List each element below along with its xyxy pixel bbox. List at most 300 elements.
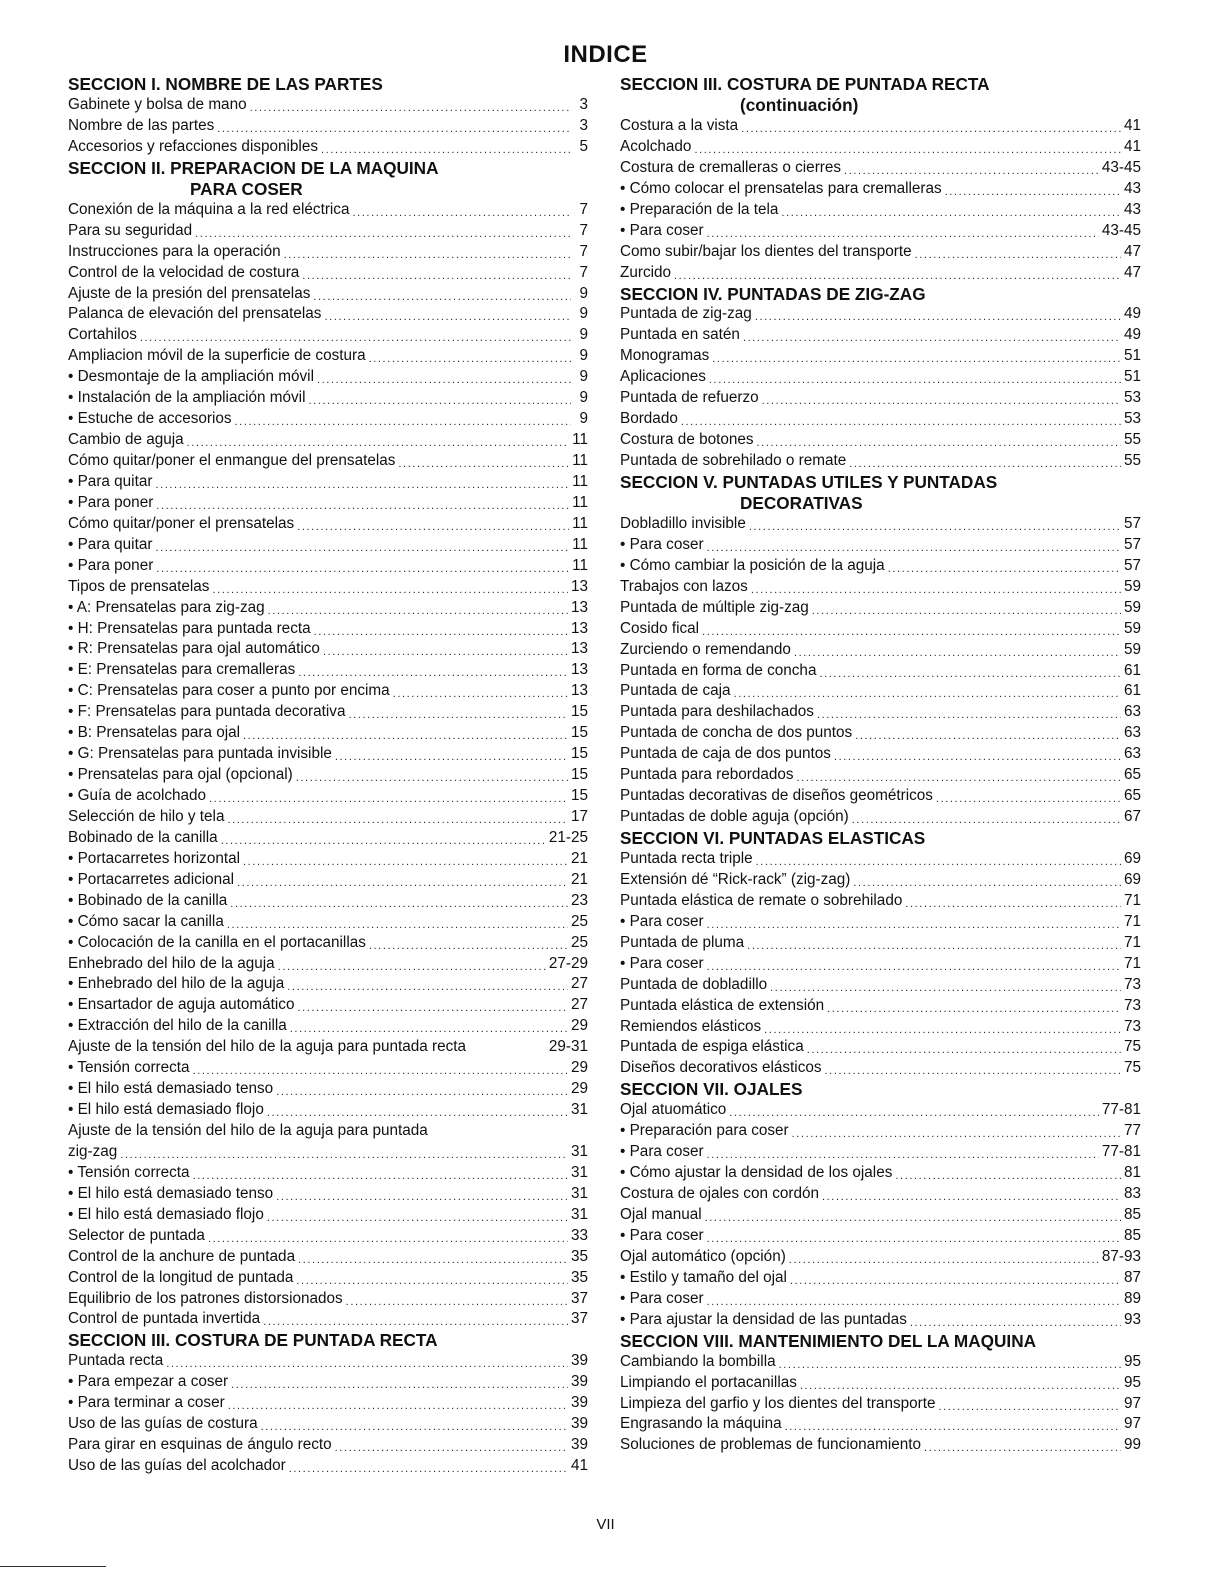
toc-entry-text: • El hilo está demasiado flojo: [68, 1101, 264, 1119]
dot-leader: [734, 687, 1121, 702]
dot-leader: [707, 960, 1121, 975]
toc-entry-text: • F: Prensatelas para puntada decorativa: [68, 703, 346, 721]
toc-page-number: 13: [570, 598, 588, 616]
dot-leader: [749, 520, 1121, 535]
dot-leader: [298, 1253, 568, 1268]
toc-page-number: 23: [570, 891, 588, 909]
toc-entry: [620, 388, 1141, 409]
toc-entry-text: Selector de puntada: [68, 1226, 205, 1244]
toc-entry: [620, 1247, 1141, 1268]
toc-page-number: 43: [1123, 200, 1141, 218]
toc-entry-text: Puntada de zig-zag: [620, 305, 752, 323]
toc-page-number: 21-25: [548, 828, 588, 846]
toc-entry: [68, 849, 588, 870]
toc-entry: [620, 137, 1141, 158]
dot-leader: [298, 666, 568, 681]
toc-entry-text: Soluciones de problemas de funcionamiento: [620, 1436, 922, 1454]
toc-entry: [68, 891, 588, 912]
dot-leader: [756, 855, 1121, 870]
dot-leader: [807, 1043, 1121, 1058]
toc-entry: [68, 995, 588, 1016]
toc-entry-text: • Cómo cambiar la posición de la aguja: [620, 556, 885, 574]
toc-entry: [620, 367, 1141, 388]
toc-entry-text: Accesorios y refacciones disponibles: [68, 137, 318, 155]
toc-page-number: 77-81: [1101, 1143, 1141, 1161]
dot-leader: [296, 1274, 568, 1289]
toc-entry: [620, 1100, 1141, 1121]
dot-leader: [308, 394, 571, 409]
toc-page-number: 83: [1123, 1185, 1141, 1203]
toc-entry: [68, 640, 588, 661]
dot-leader: [237, 876, 568, 891]
dot-leader: [261, 1420, 568, 1435]
toc-entry: [68, 514, 588, 535]
toc-entry-text: Puntada de sobrehilado o remate: [620, 452, 847, 470]
dot-leader: [289, 1462, 568, 1477]
dot-leader: [747, 939, 1121, 954]
toc-page-number: 65: [1123, 787, 1141, 805]
dot-leader: [790, 1274, 1121, 1289]
dot-leader: [751, 583, 1121, 598]
toc-entry-text: Zurcido: [620, 263, 672, 281]
section-heading-line: SECCION I. NOMBRE DE LAS PARTES: [68, 74, 383, 94]
toc-page-number: 35: [570, 1268, 588, 1286]
toc-entry: [620, 577, 1141, 598]
toc-entry-text: Aplicaciones: [620, 368, 706, 386]
toc-page-number: 13: [570, 682, 588, 700]
toc-entry: [620, 619, 1141, 640]
toc-entry: [620, 409, 1141, 430]
dot-leader: [155, 541, 569, 556]
toc-entry: [620, 1268, 1141, 1289]
toc-page-number: 7: [579, 263, 588, 281]
toc-entry-text: Conexión de la máquina a la red eléctrica: [68, 200, 350, 218]
toc-entry-text: Puntada de pluma: [620, 933, 745, 951]
toc-entry-text: Costura de botones: [620, 431, 754, 449]
toc-entry-text: • Para terminar a coser: [68, 1394, 225, 1412]
toc-page-number: 37: [570, 1289, 588, 1307]
toc-page-number: 53: [1123, 389, 1141, 407]
dot-leader: [781, 206, 1121, 221]
toc-page-number: 9: [579, 305, 588, 323]
toc-entry: [620, 1289, 1141, 1310]
toc-entry-text: • El hilo está demasiado tenso: [68, 1184, 274, 1202]
dot-leader: [757, 436, 1121, 451]
toc-entry: [620, 221, 1141, 242]
toc-entry: [68, 1079, 588, 1100]
toc-entry-text: Costura a la vista: [620, 116, 739, 134]
toc-entry: [620, 263, 1141, 284]
toc-entry: [68, 975, 588, 996]
toc-entry: [68, 367, 588, 388]
toc-page-number: 11: [572, 472, 588, 490]
toc-entry: [620, 556, 1141, 577]
toc-entry: [620, 1142, 1141, 1163]
toc-page-number: 57: [1123, 535, 1141, 553]
toc-entry: [68, 765, 588, 786]
toc-page-number: 29-31: [548, 1038, 588, 1056]
toc-entry-text: • Para coser: [620, 1289, 704, 1307]
dot-leader: [764, 1023, 1121, 1038]
toc-entry: [68, 870, 588, 891]
toc-entry-text: • Cómo colocar el prensatelas para cremalleras: [620, 179, 942, 197]
toc-entry-text: Zurciendo o remendando: [620, 640, 791, 658]
toc-page-number: 89: [1123, 1289, 1141, 1307]
toc-page-number: 5: [579, 137, 588, 155]
dot-leader: [741, 122, 1121, 137]
toc-page-number: 15: [570, 745, 588, 763]
section-heading-line: SECCION VI. PUNTADAS ELASTICAS: [620, 828, 926, 849]
toc-entry: [68, 954, 588, 975]
toc-entry-text: Equilibrio de los patrones distorsionados: [68, 1289, 343, 1307]
dot-leader: [681, 415, 1121, 430]
toc-entry: [68, 284, 588, 305]
toc-entry-text: • Preparación para coser: [620, 1122, 789, 1140]
dot-leader: [888, 562, 1121, 577]
dot-leader: [209, 792, 568, 807]
dot-leader: [156, 499, 569, 514]
toc-entry-text: zig-zag: [68, 1142, 118, 1160]
section-heading-line: SECCION V. PUNTADAS UTILES Y PUNTADAS: [620, 472, 998, 492]
toc-entry-text: Puntada en forma de concha: [620, 661, 817, 679]
dot-leader: [895, 1169, 1121, 1184]
toc-page-number: 13: [570, 619, 588, 637]
toc-page-number: 13: [570, 640, 588, 658]
toc-page-number: 41: [1123, 137, 1141, 155]
toc-entry: [68, 1351, 588, 1372]
toc-entry: [620, 702, 1141, 723]
section-heading: [620, 828, 1141, 849]
toc-page-number: 71: [1123, 891, 1141, 909]
toc-page-number: 29: [570, 1080, 588, 1098]
dot-leader: [852, 813, 1121, 828]
dot-leader: [707, 918, 1121, 933]
toc-page-number: 87: [1123, 1268, 1141, 1286]
dot-leader: [785, 1420, 1121, 1435]
toc-entry-text: • Tensión correcta: [68, 1059, 190, 1077]
toc-entry-text: Puntada para deshilachados: [620, 703, 814, 721]
toc-entry-text: Puntada recta triple: [620, 850, 753, 868]
toc-entry: [620, 661, 1141, 682]
toc-page-number: 15: [570, 703, 588, 721]
dot-leader: [352, 206, 571, 221]
toc-entry-text: • Colocación de la canilla en el portacanillas: [68, 933, 366, 951]
dot-leader: [323, 645, 568, 660]
toc-entry-text: • El hilo está demasiado tenso: [68, 1080, 274, 1098]
toc-entry: [620, 912, 1141, 933]
toc-entry: [68, 242, 588, 263]
dot-leader: [915, 248, 1121, 263]
dot-leader: [800, 1379, 1121, 1394]
toc-entry-text: Uso de las guías del acolchador: [68, 1457, 286, 1475]
dot-leader: [369, 939, 568, 954]
toc-page-number: 11: [572, 431, 588, 449]
toc-page-number: 29: [570, 1059, 588, 1077]
toc-right-column: [620, 74, 1141, 1456]
dot-leader: [193, 1064, 568, 1079]
dot-leader: [230, 897, 568, 912]
toc-entry: [68, 1456, 588, 1477]
toc-entry: [68, 1372, 588, 1393]
toc-entry: [68, 577, 588, 598]
toc-page-number: 9: [579, 368, 588, 386]
toc-entry-text: • Guía de acolchado: [68, 787, 207, 805]
toc-page-number: 15: [570, 766, 588, 784]
section-heading: [68, 74, 588, 95]
section-heading-line: SECCION VIII. MANTENIMIENTO DEL LA MAQUINA: [620, 1330, 1037, 1351]
toc-entry: [68, 535, 588, 556]
toc-entry-text: • Instalación de la ampliación móvil: [68, 389, 306, 407]
dot-leader: [221, 834, 546, 849]
dot-leader: [290, 1022, 568, 1037]
toc-page-number: 11: [572, 556, 588, 574]
toc-entry: [68, 1435, 588, 1456]
toc-page-number: 9: [579, 389, 588, 407]
toc-entry: [620, 1038, 1141, 1059]
toc-page-number: 39: [570, 1373, 588, 1391]
toc-entry-text: • Desmontaje de la ampliación móvil: [68, 368, 314, 386]
toc-page-number: 21: [570, 849, 588, 867]
dot-leader: [195, 227, 571, 242]
toc-entry-text: Control de la velocidad de costura: [68, 263, 300, 281]
toc-page-number: 63: [1123, 703, 1141, 721]
dot-leader: [924, 1441, 1121, 1456]
dot-leader: [779, 1358, 1121, 1373]
dot-leader: [155, 478, 569, 493]
dot-leader: [936, 792, 1121, 807]
toc-entry: [620, 1017, 1141, 1038]
toc-page-number: 31: [570, 1101, 588, 1119]
dot-leader: [140, 331, 571, 346]
dot-leader: [284, 248, 571, 263]
toc-entry-text: Control de la longitud de puntada: [68, 1268, 294, 1286]
dot-leader: [267, 1211, 568, 1226]
toc-page-number: 71: [1123, 954, 1141, 972]
toc-entry: [620, 451, 1141, 472]
toc-entry-text: Cómo quitar/poner el enmangue del prensatelas: [68, 452, 396, 470]
toc-page-number: 21: [570, 870, 588, 888]
toc-entry: [620, 682, 1141, 703]
dot-leader: [348, 708, 568, 723]
toc-entry-text: Cambio de aguja: [68, 431, 184, 449]
toc-entry-text: Control de puntada invertida: [68, 1310, 261, 1328]
toc-entry-text: Ajuste de la presión del prensatelas: [68, 284, 311, 302]
toc-page-number: 87-93: [1101, 1247, 1141, 1265]
dot-leader: [287, 980, 568, 995]
dot-leader: [827, 1002, 1121, 1017]
toc-entry: [68, 1393, 588, 1414]
dot-leader: [707, 1295, 1121, 1310]
toc-page-number: 77: [1123, 1122, 1141, 1140]
toc-entry-text: • Cómo sacar la canilla: [68, 912, 224, 930]
toc-entry-text: • H: Prensatelas para puntada recta: [68, 619, 311, 637]
toc-entry-text: • Portacarretes adicional: [68, 870, 235, 888]
toc-entry: [68, 388, 588, 409]
toc-entry-text: Costura de ojales con cordón: [620, 1185, 819, 1203]
toc-entry: [68, 828, 588, 849]
toc-page-number: 97: [1123, 1394, 1141, 1412]
toc-page-number: 7: [579, 200, 588, 218]
toc-page-number: 11: [572, 535, 588, 553]
toc-page-number: 31: [570, 1163, 588, 1181]
toc-entry-text: • Para ajustar la densidad de las puntadas: [620, 1310, 907, 1328]
toc-page-number: 11: [572, 452, 588, 470]
toc-entry-text: • Estilo y tamaño del ojal: [620, 1268, 787, 1286]
toc-page-number: 17: [570, 807, 588, 825]
toc-entry: [620, 1163, 1141, 1184]
toc-entry-text: Diseños decorativos elásticos: [620, 1059, 822, 1077]
toc-entry-text: Selección de hilo y tela: [68, 807, 225, 825]
toc-entry: [620, 996, 1141, 1017]
section-heading: [68, 158, 588, 200]
toc-left-column: [68, 74, 588, 1477]
dot-leader: [729, 1106, 1099, 1121]
toc-page-number: 39: [570, 1415, 588, 1433]
toc-page-number: 75: [1123, 1038, 1141, 1056]
dot-leader: [227, 813, 568, 828]
dot-leader: [812, 604, 1121, 619]
toc-page-number: 73: [1123, 975, 1141, 993]
toc-entry-text: Puntada para rebordados: [620, 766, 794, 784]
dot-leader: [707, 1148, 1099, 1163]
toc-entry: [620, 242, 1141, 263]
dot-leader: [797, 771, 1121, 786]
dot-leader: [296, 771, 568, 786]
toc-page-number: 97: [1123, 1415, 1141, 1433]
dot-leader: [321, 143, 571, 158]
toc-entry-text: Puntada elástica de remate o sobrehilado: [620, 891, 903, 909]
toc-page-number: 95: [1123, 1373, 1141, 1391]
toc-page-number: 3: [579, 116, 588, 134]
toc-entry-text: Gabinete y bolsa de mano: [68, 95, 247, 113]
dot-leader: [276, 1085, 568, 1100]
toc-entry: [620, 1394, 1141, 1415]
toc-entry-text: Puntadas decorativas de diseños geométricos: [620, 787, 933, 805]
section-heading: [68, 1330, 588, 1351]
toc-entry-text: • C: Prensatelas para coser a punto por encima: [68, 682, 390, 700]
toc-page-number: 67: [1123, 808, 1141, 826]
toc-entry-text: • Enhebrado del hilo de la aguja: [68, 975, 285, 993]
toc-entry: [68, 346, 588, 367]
toc-page-number: 39: [570, 1436, 588, 1454]
toc-page-number: 15: [570, 787, 588, 805]
toc-entry-text: • Para coser: [620, 912, 704, 930]
toc-entry-text: Bobinado de la canilla: [68, 828, 218, 846]
dot-leader: [844, 164, 1099, 179]
toc-page-number: 61: [1123, 682, 1141, 700]
toc-entry-text: • Preparación de la tela: [620, 200, 779, 218]
toc-entry-text: • R: Prensatelas para ojal automático: [68, 640, 320, 658]
dot-leader: [762, 394, 1121, 409]
section-heading-line: PARA COSER: [190, 178, 303, 199]
dot-leader: [849, 457, 1121, 472]
toc-entry: [68, 493, 588, 514]
page-title: INDICE: [563, 41, 648, 68]
toc-entry: [68, 95, 588, 116]
toc-entry: [68, 1142, 588, 1163]
section-heading-line: SECCION IV. PUNTADAS DE ZIG-ZAG: [620, 283, 926, 304]
toc-entry: [620, 870, 1141, 891]
dot-leader: [302, 269, 571, 284]
toc-entry: [68, 472, 588, 493]
toc-page-number: 85: [1123, 1226, 1141, 1244]
toc-entry: [68, 702, 588, 723]
toc-entry: [68, 1247, 588, 1268]
toc-page-number: 93: [1123, 1310, 1141, 1328]
dot-leader: [297, 1001, 568, 1016]
toc-entry: [620, 200, 1141, 221]
toc-page-number: 7: [579, 242, 588, 260]
dot-leader: [792, 1127, 1121, 1142]
toc-entry-text: • Estuche de accesorios: [68, 410, 232, 428]
toc-entry: [620, 179, 1141, 200]
dot-leader: [694, 143, 1121, 158]
toc-entry-text: Tipos de prensatelas: [68, 577, 210, 595]
toc-page-number: 59: [1123, 598, 1141, 616]
toc-page-number: 3: [579, 95, 588, 113]
dot-leader: [156, 562, 569, 577]
toc-entry: [68, 1310, 588, 1331]
toc-entry-text: • G: Prensatelas para puntada invisible: [68, 745, 332, 763]
toc-entry: [620, 786, 1141, 807]
toc-entry-text: • Bobinado de la canilla: [68, 891, 228, 909]
section-heading-line: (continuación): [740, 95, 859, 115]
toc-entry-text: • Prensatelas para ojal (opcional): [68, 766, 293, 784]
toc-entry: [620, 1184, 1141, 1205]
toc-page-number: 75: [1123, 1059, 1141, 1077]
toc-entry: [620, 430, 1141, 451]
toc-entry: [68, 660, 588, 681]
toc-entry: [620, 891, 1141, 912]
section-heading-line: SECCION II. PREPARACION DE LA MAQUINA: [68, 157, 439, 178]
toc-entry-text: Enhebrado del hilo de la aguja: [68, 954, 275, 972]
toc-entry-text: Cosido fical: [620, 619, 700, 637]
dot-leader: [208, 1232, 568, 1247]
toc-entry: [620, 1058, 1141, 1079]
toc-entry-text: • Para poner: [68, 493, 154, 511]
toc-page-number: 99: [1123, 1436, 1141, 1454]
dot-leader: [267, 1106, 568, 1121]
toc-entry-text: Ojal manual: [620, 1206, 702, 1224]
toc-entry-text: Ojal automático (opción): [620, 1247, 786, 1265]
toc-page-number: 13: [570, 661, 588, 679]
toc-entry: [68, 430, 588, 451]
dot-leader: [855, 729, 1121, 744]
toc-page-number: 69: [1123, 870, 1141, 888]
toc-page-number: 25: [570, 912, 588, 930]
dot-leader: [276, 1190, 568, 1205]
toc-page-number: 31: [570, 1184, 588, 1202]
dot-leader: [243, 855, 568, 870]
toc-entry: [68, 1100, 588, 1121]
dot-leader: [398, 457, 569, 472]
dot-leader: [217, 122, 571, 137]
toc-entry: [68, 409, 588, 430]
toc-entry-text: • Extracción del hilo de la canilla: [68, 1017, 287, 1035]
toc-entry-text: • Cómo ajustar la densidad de los ojales: [620, 1164, 893, 1182]
dot-leader: [235, 415, 571, 430]
dot-leader: [187, 436, 569, 451]
toc-page-number: 37: [570, 1310, 588, 1328]
toc-entry-text: Uso de las guías de costura: [68, 1415, 258, 1433]
toc-entry-text: • A: Prensatelas para zig-zag: [68, 598, 265, 616]
dot-leader: [212, 583, 568, 598]
toc-entry: [620, 933, 1141, 954]
toc-page-number: 63: [1123, 724, 1141, 742]
toc-page-number: 9: [579, 284, 588, 302]
section-heading: [620, 284, 1141, 305]
toc-entry: [68, 912, 588, 933]
